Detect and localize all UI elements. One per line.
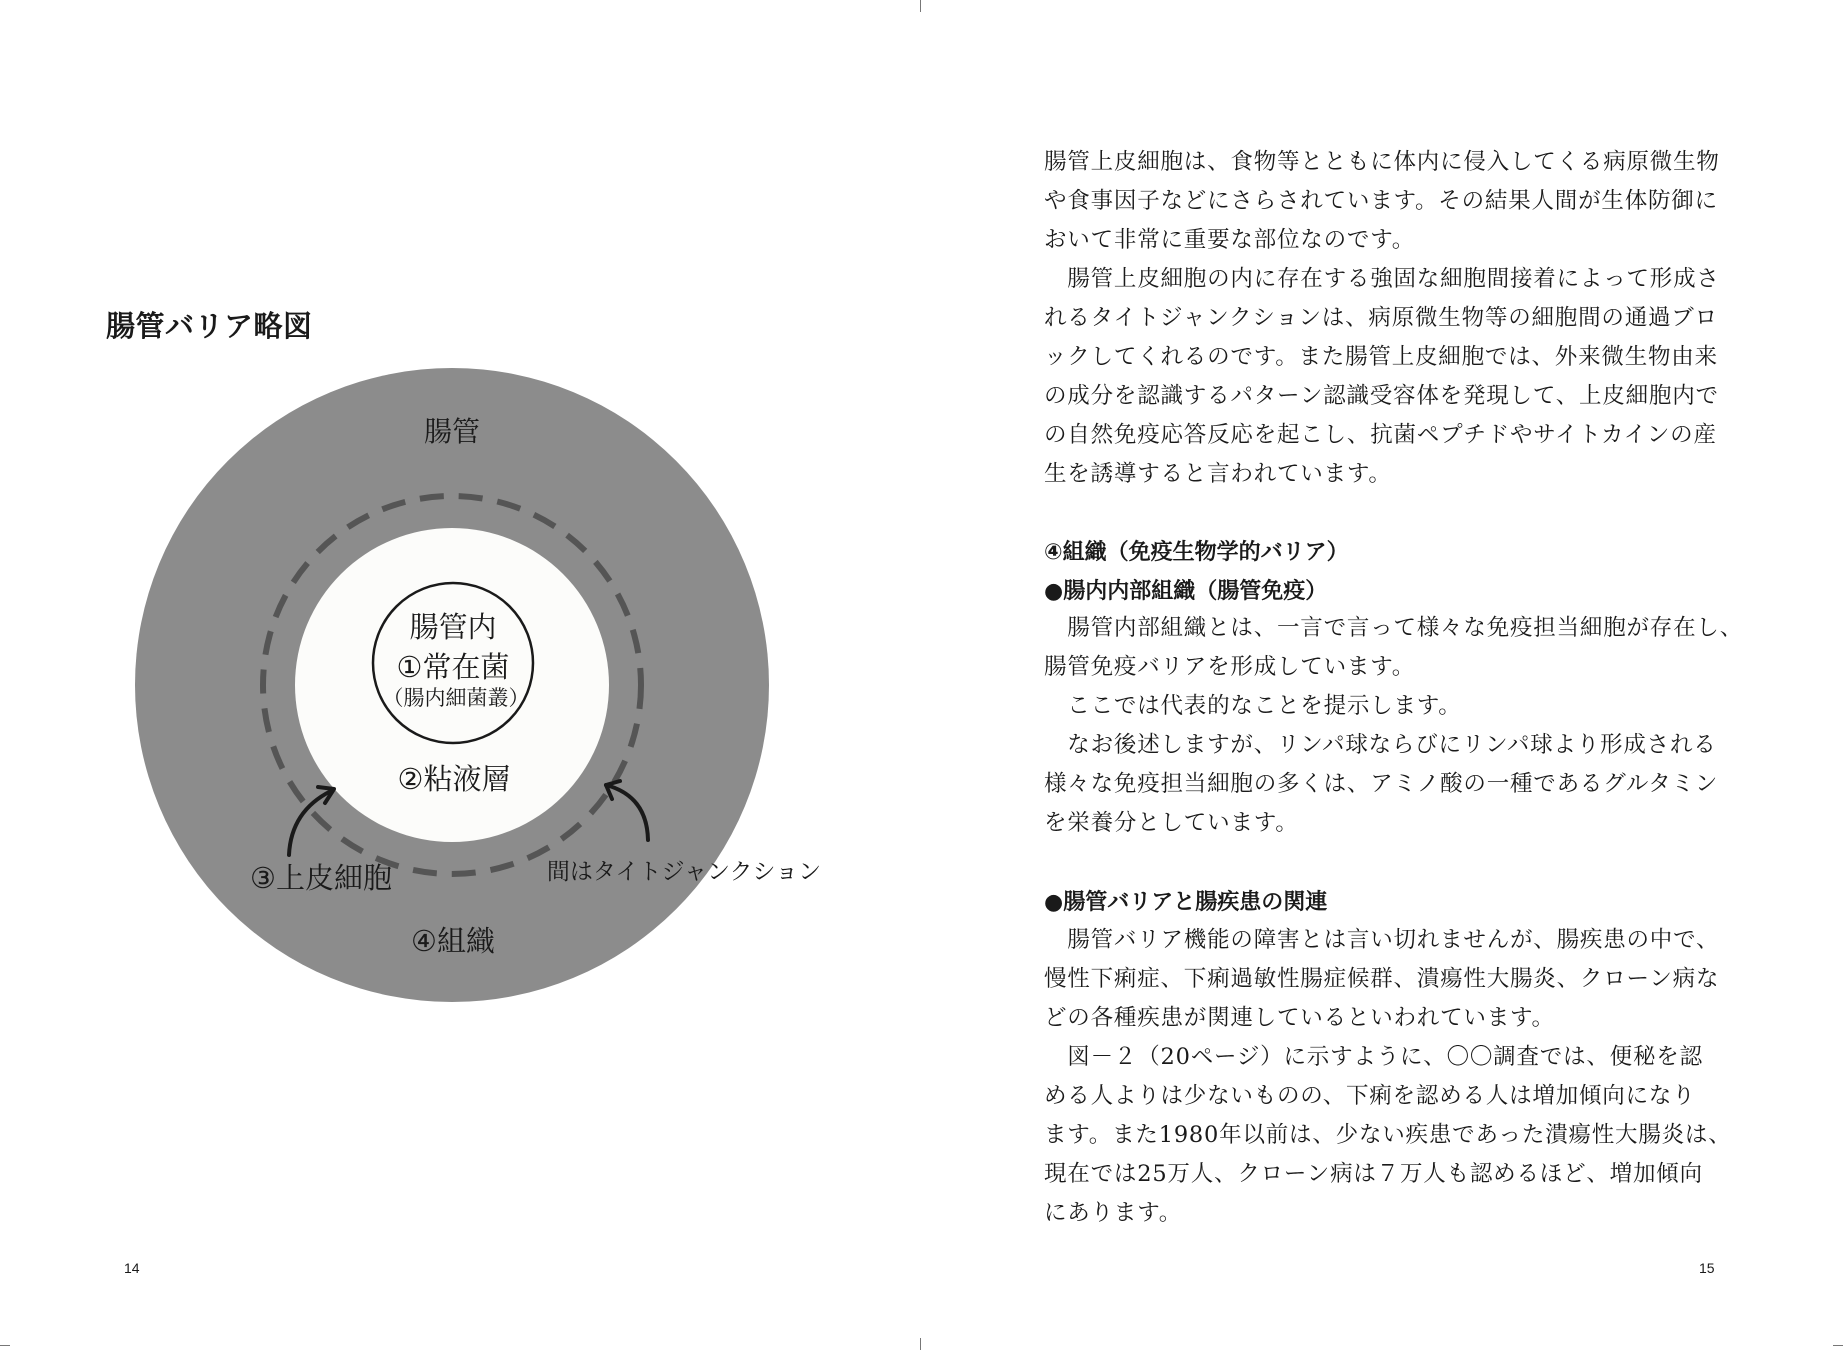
text-line: 腸管免疫バリアを形成しています。: [1044, 654, 1416, 680]
text-line: 腸管内部組織とは、一言で言って様々な免疫担当細胞が存在し、: [1044, 615, 1744, 641]
text-line: おいて非常に重要な部位なのです。: [1044, 227, 1416, 253]
text-line: 腸管上皮細胞の内に存在する強固な細胞間接着によって形成さ: [1044, 266, 1720, 292]
text-line: ックしてくれるのです。また腸管上皮細胞では、外来微生物由来: [1044, 344, 1718, 370]
label-intestine: 腸管: [423, 415, 481, 448]
text-line: れるタイトジャンクションは、病原微生物等の細胞間の通過ブロ: [1044, 305, 1718, 331]
text-line: ここでは代表的なことを提示します。: [1044, 693, 1462, 719]
heading-barrier-disease-relation: ●腸管バリアと腸疾患の関連: [1044, 890, 1328, 915]
text-line: を栄養分としています。: [1044, 810, 1299, 836]
text-line: 慢性下痢症、下痢過敏性腸症候群、潰瘍性大腸炎、クローン病な: [1044, 966, 1720, 992]
label-resident-bacteria: ①常在菌: [396, 650, 510, 684]
text-line: める人よりは少ないものの、下痢を認める人は増加傾向になり: [1044, 1083, 1696, 1109]
label-epithelial-cells: ③上皮細胞: [250, 861, 392, 895]
text-line: の成分を認識するパターン認識受容体を発現して、上皮細胞内で: [1044, 383, 1719, 409]
paragraph-gut-immunity: [1044, 609, 1743, 843]
paragraph-barrier-disease: [1044, 921, 1732, 1233]
label-tissue: ④組織: [411, 924, 495, 958]
text-line: にあります。: [1044, 1200, 1183, 1226]
text-line: どの各種疾患が関連しているといわれています。: [1044, 1005, 1555, 1031]
label-inside-intestine: 腸管内: [409, 610, 497, 644]
text-line: 現在では25万人、クローン病は７万人も認めるほど、増加傾向: [1044, 1161, 1703, 1187]
text-line: 生を誘導すると言われています。: [1044, 461, 1392, 487]
text-line: や食事因子などにさらされています。その結果人間が生体防御に: [1044, 188, 1718, 214]
label-mucus-layer: ②粘液層: [397, 762, 511, 796]
text-line: 腸管上皮細胞は、食物等とともに体内に侵入してくる病原微生物: [1044, 149, 1720, 175]
page-number-left: 14: [124, 1260, 140, 1276]
text-line: 腸管バリア機能の障害とは言い切れませんが、腸疾患の中で、: [1044, 927, 1720, 953]
text-line: 様々な免疫担当細胞の多くは、アミノ酸の一種であるグルタミン: [1044, 771, 1719, 797]
text-line: 図－２（20ページ）に示すように、〇〇調査では、便秘を認: [1044, 1044, 1703, 1070]
text-line: ます。また1980年以前は、少ない疾患であった潰瘍性大腸炎は、: [1044, 1122, 1732, 1148]
label-bacteria-flora: （腸内細菌叢）: [382, 686, 530, 710]
crop-mark-bottom-right: [1833, 1345, 1843, 1346]
text-line: なお後述しますが、リンパ球ならびにリンパ球より形成される: [1044, 732, 1717, 758]
left-page: [0, 0, 921, 1350]
figure-title: 腸管バリア略図: [106, 309, 313, 343]
paragraph-epithelial-cells: [1044, 143, 1720, 494]
text-line: の自然免疫応答反応を起こし、抗菌ペプチドやサイトカインの産: [1044, 422, 1717, 448]
label-tight-junction: 間はタイトジャンクション: [546, 859, 822, 885]
page-number-right: 15: [1699, 1260, 1715, 1276]
heading-tissue-barrier: ④組織（免疫生物学的バリア）: [1044, 540, 1349, 565]
heading-gut-immunity: ●腸内内部組織（腸管免疫）: [1044, 579, 1328, 604]
